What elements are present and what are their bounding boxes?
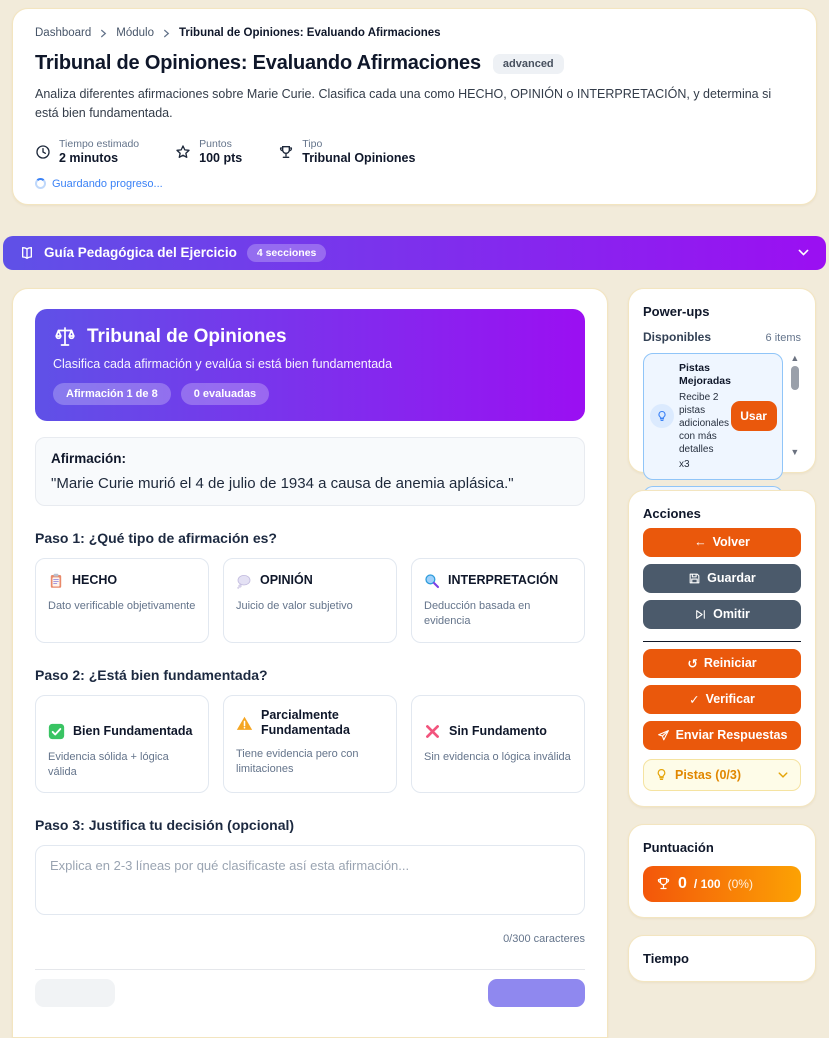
restart-button[interactable] — [643, 649, 801, 678]
scrollbar-thumb[interactable] — [791, 366, 799, 390]
option-bien-desc: Evidencia sólida + lógica válida — [48, 750, 169, 778]
skip-icon — [694, 608, 707, 621]
meta-type-label: Tipo — [302, 137, 323, 150]
clipboard-icon — [48, 573, 64, 589]
check-icon — [48, 723, 65, 740]
spinner-icon — [35, 178, 46, 189]
powerups-list — [643, 353, 783, 471]
score-value: 0 — [678, 874, 687, 892]
meta-time-label: Tiempo estimado — [59, 137, 140, 150]
score-title: Puntuación — [643, 839, 714, 855]
progress-pill: Afirmación 1 de 8 — [53, 383, 171, 405]
send-icon — [657, 729, 670, 742]
saving-status-text: Guardando progreso... — [52, 177, 163, 190]
skip-button[interactable] — [643, 600, 801, 629]
lightbulb-icon — [650, 404, 674, 428]
option-bien-fundamentada[interactable] — [35, 695, 209, 794]
powerup-item — [643, 353, 783, 480]
scroll-up-icon[interactable]: ▲ — [790, 352, 800, 363]
option-sin-label: Sin Fundamento — [449, 723, 547, 738]
meta-time-value: 2 minutos — [59, 150, 119, 165]
powerups-available-label: Disponibles — [643, 329, 712, 344]
option-opinion[interactable] — [223, 558, 397, 643]
score-pill — [643, 866, 801, 902]
option-opinion-desc: Juicio de valor subjetivo — [236, 599, 353, 612]
level-badge: advanced — [493, 54, 564, 74]
use-powerup-button[interactable]: Usar — [731, 401, 777, 431]
scroll-down-icon[interactable]: ▼ — [790, 446, 800, 457]
book-icon — [19, 245, 35, 261]
verify-button[interactable] — [643, 685, 801, 714]
trophy-icon — [278, 144, 294, 160]
back-button-label: Volver — [712, 535, 750, 550]
save-button[interactable] — [643, 564, 801, 593]
breadcrumb-dashboard[interactable]: Dashboard — [35, 27, 92, 39]
magnifier-icon — [424, 573, 440, 589]
trophy-icon — [656, 876, 671, 891]
check-icon: ✓ — [689, 692, 700, 707]
save-icon — [688, 572, 701, 585]
exercise-card-title: Tribunal de Opiniones — [87, 325, 287, 347]
verify-button-label: Verificar — [705, 692, 755, 707]
skip-button-label: Omitir — [713, 607, 750, 622]
option-parcial-desc: Tiene evidencia pero con limitaciones — [236, 747, 359, 776]
justification-input[interactable] — [35, 845, 585, 915]
option-opinion-label: OPINIÓN — [260, 572, 313, 587]
powerups-count: 6 items — [765, 331, 801, 344]
time-card — [628, 935, 816, 982]
meta-points-label: Puntos — [199, 137, 232, 150]
statement-text: "Marie Curie murió el 4 de julio de 1934 a causa de anemia aplásica." — [51, 474, 514, 492]
breadcrumb-current: Tribunal de Opiniones: Evaluando Afirmaciones — [178, 27, 441, 39]
chevron-down-icon — [777, 769, 789, 781]
scales-icon — [53, 325, 77, 349]
option-hecho-label: HECHO — [72, 572, 118, 587]
chevron-right-icon — [162, 29, 171, 38]
chevron-down-icon[interactable] — [797, 246, 810, 259]
cross-icon — [424, 723, 441, 740]
back-button[interactable] — [643, 528, 801, 557]
statement-label: Afirmación: — [51, 450, 127, 466]
option-parcial-label: Parcialmente Fundamentada — [261, 707, 350, 738]
powerups-title: Power-ups — [643, 303, 710, 319]
time-title: Tiempo — [643, 950, 689, 966]
star-icon — [175, 144, 191, 160]
bottom-right-button[interactable] — [488, 979, 585, 1007]
hints-button-label: Pistas (0/3) — [675, 767, 742, 782]
powerups-card — [628, 288, 816, 473]
score-percent: (0%) — [727, 876, 753, 891]
step2-options — [35, 695, 585, 794]
breadcrumb-modulo[interactable]: Módulo — [116, 27, 154, 39]
option-interpretacion-label: INTERPRETACIÓN — [448, 572, 559, 587]
evaluated-pill: 0 evaluadas — [181, 383, 269, 405]
clock-icon — [35, 144, 51, 160]
submit-answers-button[interactable] — [643, 721, 801, 750]
lightbulb-icon — [655, 768, 668, 781]
warning-icon — [236, 715, 253, 732]
refresh-icon: ↺ — [687, 656, 698, 671]
meta-type — [278, 138, 415, 165]
option-interpretacion-desc: Deducción basada en evidencia — [424, 599, 531, 628]
meta-row — [35, 138, 794, 165]
exercise-header-card — [12, 8, 817, 205]
bottom-left-button[interactable] — [35, 979, 115, 1007]
actions-card — [628, 490, 816, 807]
option-bien-label: Bien Fundamentada — [73, 723, 193, 738]
save-button-label: Guardar — [707, 571, 756, 586]
breadcrumb — [35, 27, 794, 39]
meta-points-value: 100 pts — [199, 150, 243, 165]
pedagogical-guide-banner[interactable] — [3, 236, 826, 270]
hints-button[interactable] — [643, 759, 801, 791]
meta-points — [175, 138, 242, 165]
divider — [643, 641, 801, 642]
guide-sections-badge: 4 secciones — [247, 244, 327, 262]
page-title: Tribunal de Opiniones: Evaluando Afirmaciones — [35, 52, 481, 74]
option-hecho[interactable] — [35, 558, 209, 643]
divider — [35, 969, 585, 970]
thought-bubble-icon — [236, 573, 252, 589]
step1-options — [35, 558, 585, 643]
step3-title: Paso 3: Justifica tu decisión (opcional) — [35, 817, 295, 834]
score-card — [628, 824, 816, 918]
exercise-title-banner — [35, 309, 585, 421]
score-total: / 100 — [693, 876, 721, 891]
chevron-right-icon — [99, 29, 108, 38]
step2-title: Paso 2: ¿Está bien fundamentada? — [35, 666, 268, 683]
powerup-quantity: x3 — [679, 459, 690, 471]
arrow-left-icon: ← — [694, 535, 707, 550]
char-counter: 0/300 caracteres — [503, 933, 585, 946]
saving-status — [35, 178, 794, 190]
option-parcialmente-fundamentada[interactable] — [223, 695, 397, 794]
option-sin-fundamento[interactable] — [411, 695, 585, 794]
option-interpretacion[interactable] — [411, 558, 585, 643]
meta-type-value: Tribunal Opiniones — [302, 150, 416, 165]
guide-banner-title: Guía Pedagógica del Ejercicio — [44, 245, 237, 261]
meta-time — [35, 138, 139, 165]
powerup-name: Pistas Mejoradas — [679, 361, 731, 388]
step1-title: Paso 1: ¿Qué tipo de afirmación es? — [35, 529, 277, 546]
restart-button-label: Reiniciar — [703, 656, 757, 671]
statement-box — [35, 437, 585, 506]
option-sin-desc: Sin evidencia o lógica inválida — [424, 750, 571, 763]
exercise-card-subtitle: Clasifica cada afirmación y evalúa si está bien fundamentada — [53, 356, 393, 371]
exercise-description: Analiza diferentes afirmaciones sobre Marie Curie. Clasifica cada una como HECHO, OPINIÓN o INTERPRETACIÓN, y determina si está bien fundamentada. — [35, 87, 772, 121]
sidebar — [628, 288, 816, 982]
exercise-main-card — [12, 288, 608, 1038]
option-hecho-desc: Dato verificable objetivamente — [48, 599, 196, 612]
actions-title: Acciones — [643, 505, 701, 521]
powerup-description: Recibe 2 pistas adicionales con más detalles — [679, 392, 730, 456]
submit-answers-label: Enviar Respuestas — [675, 728, 788, 743]
powerups-scrollbar[interactable] — [789, 353, 801, 457]
